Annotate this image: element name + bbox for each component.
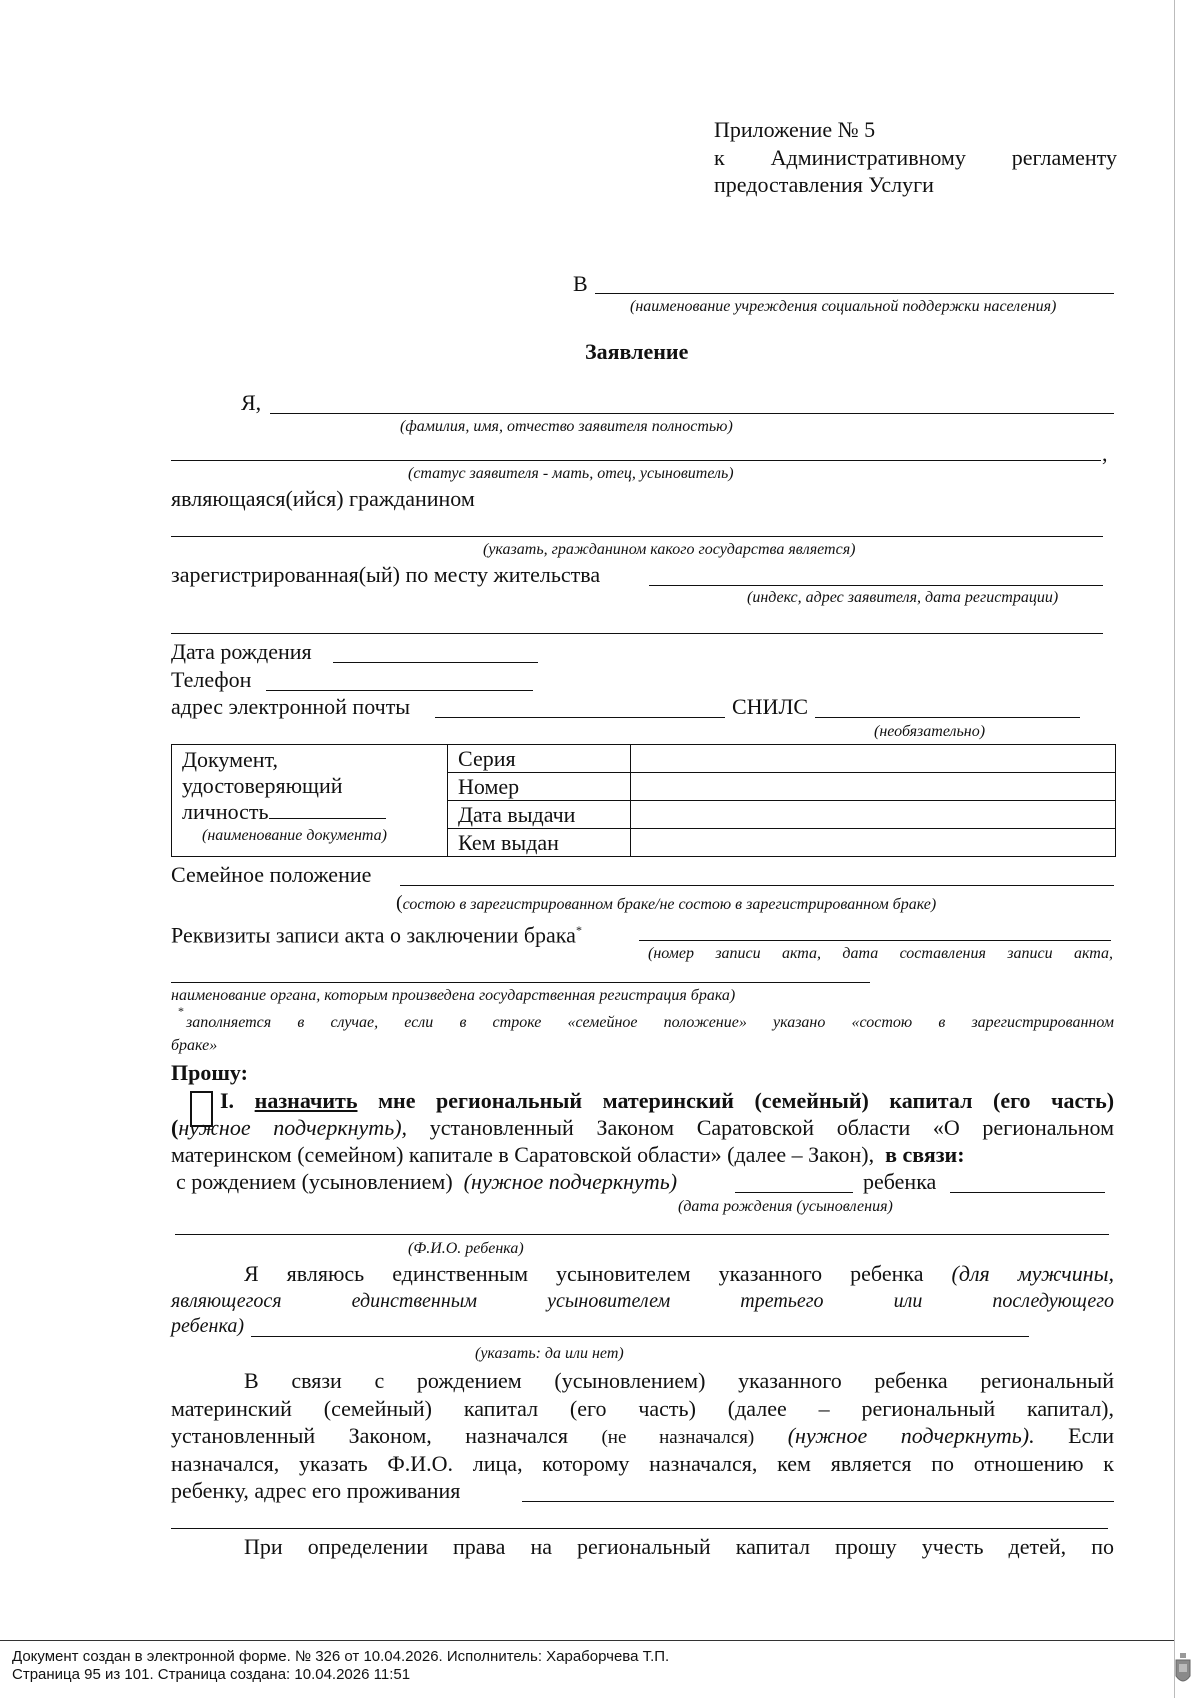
birth-connection-line: с рождением (усыновлением) (нужное подчеркнуть) — [176, 1169, 678, 1194]
page-edge-rule — [1174, 0, 1175, 1698]
id-issue-date-value[interactable] — [631, 801, 1116, 829]
id-issued-by-value[interactable] — [631, 829, 1116, 857]
citizen-label: являющаяся(ийся) гражданином — [171, 486, 475, 511]
status-hint: (статус заявителя - мать, отец, усыновитель) — [408, 465, 734, 482]
child-fio-line — [175, 1234, 1109, 1235]
family-label: Семейное положение — [171, 862, 372, 887]
to-prefix: В — [573, 271, 588, 296]
id-doc-hint: (наименование документа) — [202, 827, 387, 844]
snils-line — [815, 717, 1080, 718]
appendix-service: предоставления Услуги — [714, 172, 934, 197]
birth-line — [333, 662, 538, 663]
footer-rule — [0, 1640, 1174, 1641]
address-hint: (индекс, адрес заявителя, дата регистрации) — [747, 589, 1059, 606]
address-line — [171, 633, 1103, 634]
family-hint: (состою в зарегистрированном браке/не состою в зарегистрированном браке) — [396, 892, 937, 914]
registered-line — [649, 585, 1103, 586]
prior-line-3: установленный Законом, назначался (не назначался) (нужное подчеркнуть). Если — [171, 1423, 1115, 1448]
email-line — [435, 717, 725, 718]
registered-label: зарегистрированная(ый) по месту жительства — [171, 562, 601, 587]
marriage-label: Реквизиты записи акта о заключении брака* — [171, 922, 582, 948]
request-line-2: (нужное подчеркнуть), установленный Законом Саратовской области «О региональном — [171, 1115, 1114, 1140]
email-label: адрес электронной почты — [171, 694, 411, 719]
id-series-value[interactable] — [631, 745, 1116, 773]
note-line-2: браке» — [171, 1037, 218, 1054]
id-doc-line1: Документ, — [182, 747, 279, 772]
status-comma: , — [1102, 441, 1108, 466]
snils-optional-hint: (необязательно) — [874, 723, 986, 740]
prior-line-4: назначался, указать Ф.И.О. лица, которому назначался, кем является по отношению к — [171, 1451, 1114, 1476]
sole-line-1: Я являюсь единственным усыновителем указанного ребенка (для мужчины, — [244, 1261, 1115, 1286]
appendix-regulation: к Административному регламенту — [714, 145, 1117, 170]
phone-line — [266, 690, 533, 691]
to-line — [595, 293, 1114, 294]
marriage-hint-1: (номер записи акта, дата составления записи акта, — [648, 945, 1113, 962]
note-line-1: заполняется в случае, если в строке «семейное положение» указано «состою в зарегистрированном — [186, 1014, 1114, 1031]
footer-line-1: Документ создан в электронной форме. № 326 от 10.04.2026. Исполнитель: Хараборчева Т.П. — [12, 1648, 670, 1665]
snils-label: СНИЛС — [732, 694, 809, 719]
child-word: ребенка — [863, 1169, 937, 1194]
fio-line — [270, 413, 1114, 414]
id-issued-by-label: Кем выдан — [448, 829, 631, 857]
assign-word: назначить — [254, 1088, 358, 1113]
prior-address-line — [522, 1501, 1114, 1502]
fio-hint: (фамилия, имя, отчество заявителя полностью) — [400, 418, 733, 435]
citizen-hint: (указать, гражданином какого государства является) — [483, 541, 856, 558]
birth-label: Дата рождения — [171, 639, 312, 664]
id-number-value[interactable] — [631, 773, 1116, 801]
phone-label: Телефон — [171, 667, 252, 692]
request-label: Прошу: — [171, 1060, 248, 1085]
id-number-label: Номер — [448, 773, 631, 801]
id-document-label-cell — [172, 745, 448, 857]
id-series-label: Серия — [448, 745, 631, 773]
child-fio-hint: (Ф.И.О. ребенка) — [408, 1240, 524, 1257]
note-star: * — [178, 1004, 184, 1018]
marriage-line-2 — [171, 982, 870, 983]
marriage-line — [639, 940, 1111, 941]
sole-line-3: ребенка) — [171, 1315, 244, 1337]
status-line — [171, 460, 1101, 461]
sole-answer-line — [251, 1336, 1029, 1337]
family-line — [400, 885, 1114, 886]
consider-line-1: При определении права на региональный капитал прошу учесть детей, по — [244, 1534, 1114, 1559]
page-title: Заявление — [585, 339, 689, 364]
sole-hint: (указать: да или нет) — [475, 1345, 624, 1362]
id-issue-date-label: Дата выдачи — [448, 801, 631, 829]
request-line-1: I. назначить мне региональный материнский (семейный) капитал (его часть) — [220, 1088, 1115, 1113]
citizen-line — [171, 536, 1103, 537]
prior-address-line-2 — [171, 1528, 1108, 1529]
coat-of-arms-icon — [1173, 1652, 1193, 1688]
prior-line-2: материнский (семейный) капитал (его часть) (далее – региональный капитал), — [171, 1396, 1114, 1421]
i-label: Я, — [241, 390, 262, 415]
marriage-hint-2: наименование органа, которым произведена государственная регистрация брака) — [171, 987, 736, 1004]
id-doc-line3: личность — [182, 799, 437, 825]
request-line-3: материнском (семейном) капитале в Саратовской области» (далее – Закон), в связи: — [171, 1142, 965, 1167]
id-document-table — [171, 744, 1116, 857]
birthdate-hint: (дата рождения (усыновления) — [678, 1198, 893, 1215]
birthdate-line — [735, 1192, 853, 1193]
prior-line-5: ребенку, адрес его проживания — [171, 1478, 461, 1503]
child-line — [950, 1192, 1105, 1193]
prior-line-1: В связи с рождением (усыновлением) указанного ребенка региональный — [244, 1368, 1114, 1393]
id-doc-line2: удостоверяющий — [182, 773, 343, 798]
sole-line-2: являющегося единственным усыновителем третьего или последующего — [171, 1290, 1114, 1312]
to-hint: (наименование учреждения социальной поддержки населения) — [630, 298, 1057, 315]
footer-line-2: Страница 95 из 101. Страница создана: 10.04.2026 11:51 — [12, 1666, 411, 1683]
appendix-number: Приложение № 5 — [714, 117, 876, 142]
